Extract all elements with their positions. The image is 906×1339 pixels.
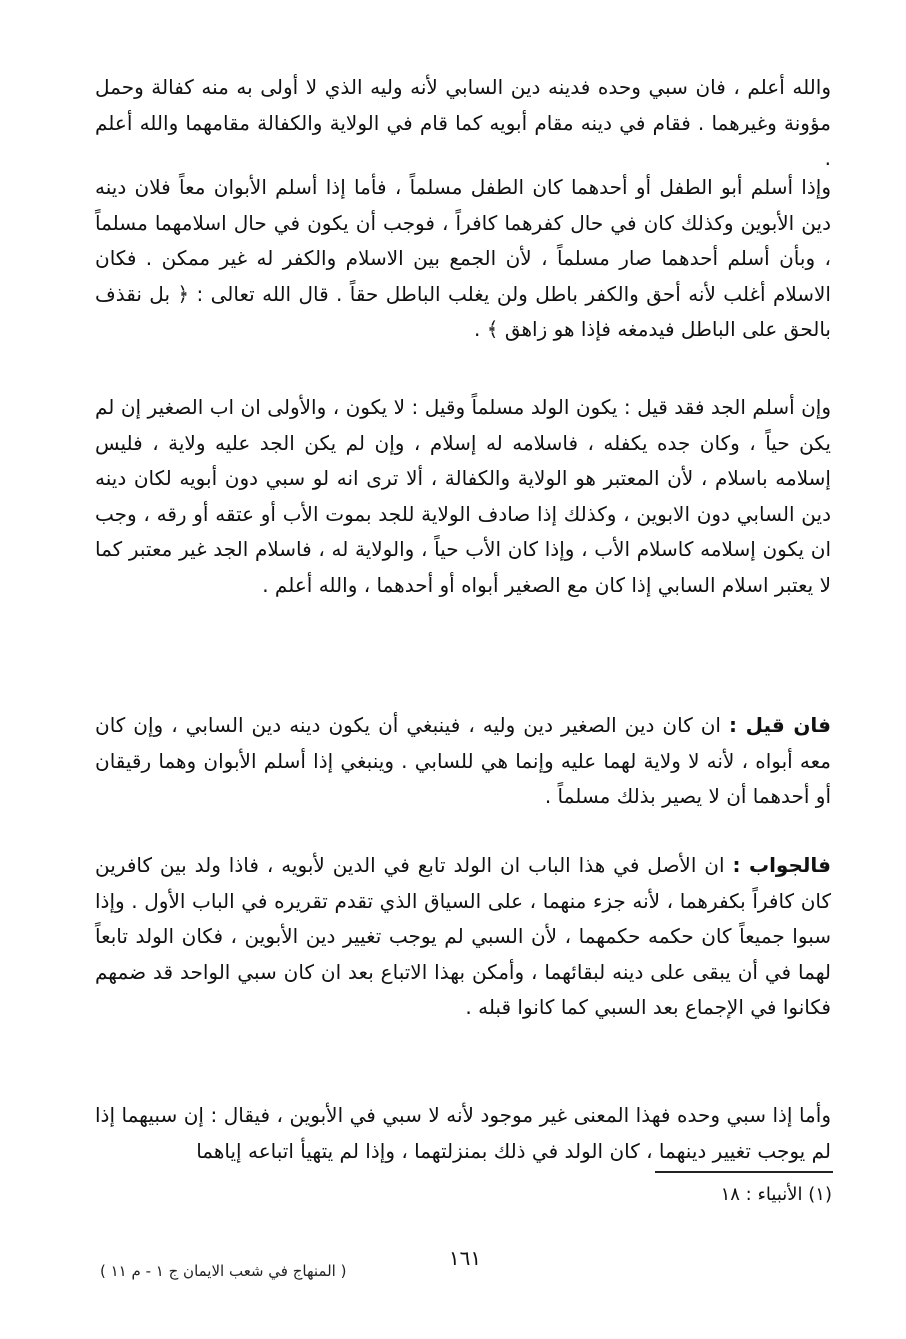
signature-line: ( المنهاج في شعب الايمان ج ١ - م ١١ ): [100, 1262, 347, 1280]
footnote-separator: [655, 1171, 833, 1173]
paragraph-5-lead: فالجواب :: [732, 853, 832, 877]
paragraph-6-text: وأما إذا سبي وحده فهذا المعنى غير موجود لأنه لا سبي في الأبوين ، فيقال : إن سبيهما إذا لم يوجب تغيير دينهما ، كان الولد في ذلك بمنزلتهما ، وإذا لم يتهيأ اتباعه إياهما: [95, 1103, 831, 1163]
paragraph-4-lead: فان قيل :: [729, 713, 832, 737]
paragraph-3: [95, 390, 831, 603]
paragraph-5-text: ان الأصل في هذا الباب ان الولد تابع في الدين لأبويه ، فاذا ولد بين كافرين كان كافراً بكفرهما ، لأنه جزء منهما ، على السياق الذي تقدم تقريره في الباب الأول . وإذا سبوا جميعاً كان حكمه حكمهما ، لأن السبي لم يوجب تغيير دين الأبوين ، فكان الولد تابعاً لهما في أن يبقى على دينه لبقائهما ، وأمكن بهذا الاتباع بعد ان كان سبي الواحد قد ضمهم فكانوا في الإجماع بعد السبي كما كانوا قبله .: [95, 853, 831, 1019]
paragraph-2-text: وإذا أسلم أبو الطفل أو أحدهما كان الطفل مسلماً ، فأما إذا أسلم الأبوان معاً فلان دينه دين الأبوين وكذلك كان في حال كفرهما كافراً ، فوجب أن يكون في حال اسلامهما مسلماً ، وبأن أسلم أحدهما صار مسلماً ، لأن الجمع بين الاسلام والكفر له غير ممكن . فكان الاسلام أغلب لأنه أحق والكفر باطل ولن يغلب الباطل حقاً . قال الله تعالى : ﴿ بل نقذف بالحق على الباطل فيدمغه فإذا هو زاهق ﴾ .: [95, 175, 831, 341]
paragraph-6: [95, 1098, 831, 1169]
paragraph-1: [95, 70, 831, 177]
paragraph-4: [95, 708, 831, 815]
paragraph-3-text: وإن أسلم الجد فقد قيل : يكون الولد مسلماً وقيل : لا يكون ، والأولى ان اب الصغير إن لم يكن حياً ، وكان جده يكفله ، فاسلامه له إسلام ، وإن لم يكن الجد عليه ولاية ، فليس إسلامه باسلام ، لأن المعتبر هو الولاية والكفالة ، ألا ترى انه لو سبي دون أبويه لكان دينه دين السابي دون الابوين ، وكذلك إذا صادف الولاية للجد بموت الأب أو عتقه أو رقه ، وجب ان يكون إسلامه كاسلام الأب ، وإذا كان الأب حياً ، والولاية له ، فاسلام الجد غير معتبر كما لا يعتبر اسلام السابي إذا كان مع الصغير أبواه أو أحدهما ، والله أعلم .: [95, 395, 831, 597]
page-number: ١٦١: [448, 1246, 482, 1270]
paragraph-2: [95, 170, 831, 348]
paragraph-1-text: والله أعلم ، فان سبي وحده فدينه دين السابي لأنه وليه الذي لا أولى به منه كفالة وحمل مؤونة وغيرهما . فقام في دينه مقام أبويه كما قام في الولاية والكفالة مقامهما والله أعلم .: [95, 75, 831, 170]
footnote: (١) الأنبياء : ١٨: [720, 1184, 832, 1205]
paragraph-5: [95, 848, 831, 1026]
paragraph-4-text: ان كان دين الصغير دين وليه ، فينبغي أن يكون دينه دين السابي ، وإن كان معه أبواه ، لأنه لا ولاية لهما عليه وإنما هي للسابي . وينبغي إذا أسلم الأبوان وهما رقيقان أو أحدهما أن لا يصير بذلك مسلماً .: [95, 713, 831, 808]
